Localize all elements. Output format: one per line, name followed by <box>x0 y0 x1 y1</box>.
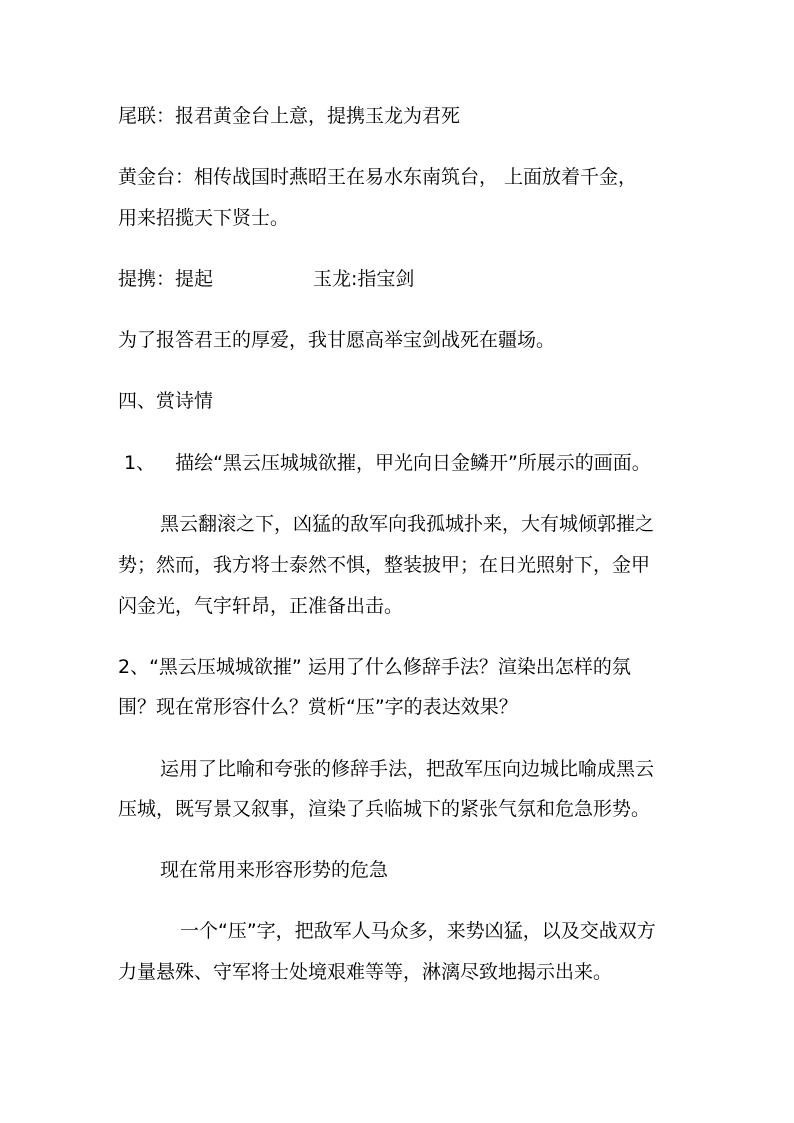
question-2-line-2: 围？现在常形容什么？赏析“压”字的表达效果？ <box>118 696 518 718</box>
section-heading: 四、赏诗情 <box>118 390 214 412</box>
answer-1-line-1: 黑云翻滚之下，凶猛的敌军向我孤城扑来，大有城倾郭摧之 <box>160 513 655 535</box>
huangjintai-note-line-2: 用来招揽天下贤士。 <box>118 207 290 229</box>
answer-2-line-1: 运用了比喻和夸张的修辞手法，把敌军压向边城比喻成黑云 <box>160 758 655 780</box>
answer-1-line-3: 闪金光，气宇轩昂，正准备出击。 <box>118 595 404 617</box>
answer-1-line-2: 势；然而，我方将士泰然不惧，整装披甲；在日光照射下，金甲 <box>118 554 651 576</box>
answer-2-line-5: 力量悬殊、守军将士处境艰难等等，淋漓尽致地揭示出来。 <box>118 961 613 983</box>
question-1-text: 描绘“黑云压城城欲摧，甲光向日金鳞开”所展示的画面。 <box>175 452 651 474</box>
answer-2-line-2: 压城，既写景又叙事，渲染了兵临城下的紧张气氛和危急形势。 <box>118 798 651 820</box>
answer-2-line-4: 一个“压”字，把敌军人马众多，来势凶猛，以及交战双方 <box>180 920 656 942</box>
yulong-note: 玉龙:指宝剑 <box>313 268 415 290</box>
note-row <box>118 267 414 291</box>
question-1 <box>124 451 651 475</box>
tixie-note: 提携：提起 <box>118 268 214 290</box>
huangjintai-note-line-1: 黄金台：相传战国时燕昭王在易水东南筑台， 上面放着千金， <box>118 166 638 188</box>
weilian-line: 尾联：报君黄金台上意，提携玉龙为君死 <box>118 105 461 127</box>
question-2-line-1: 2、“黑云压城城欲摧” 运用了什么修辞手法？渲染出怎样的氛 <box>118 656 631 678</box>
meaning-line: 为了报答君王的厚爱，我甘愿高举宝剑战死在疆场。 <box>118 329 556 351</box>
question-1-number: 1、 <box>124 452 156 474</box>
answer-2-line-3: 现在常用来形容形势的危急 <box>160 859 389 881</box>
